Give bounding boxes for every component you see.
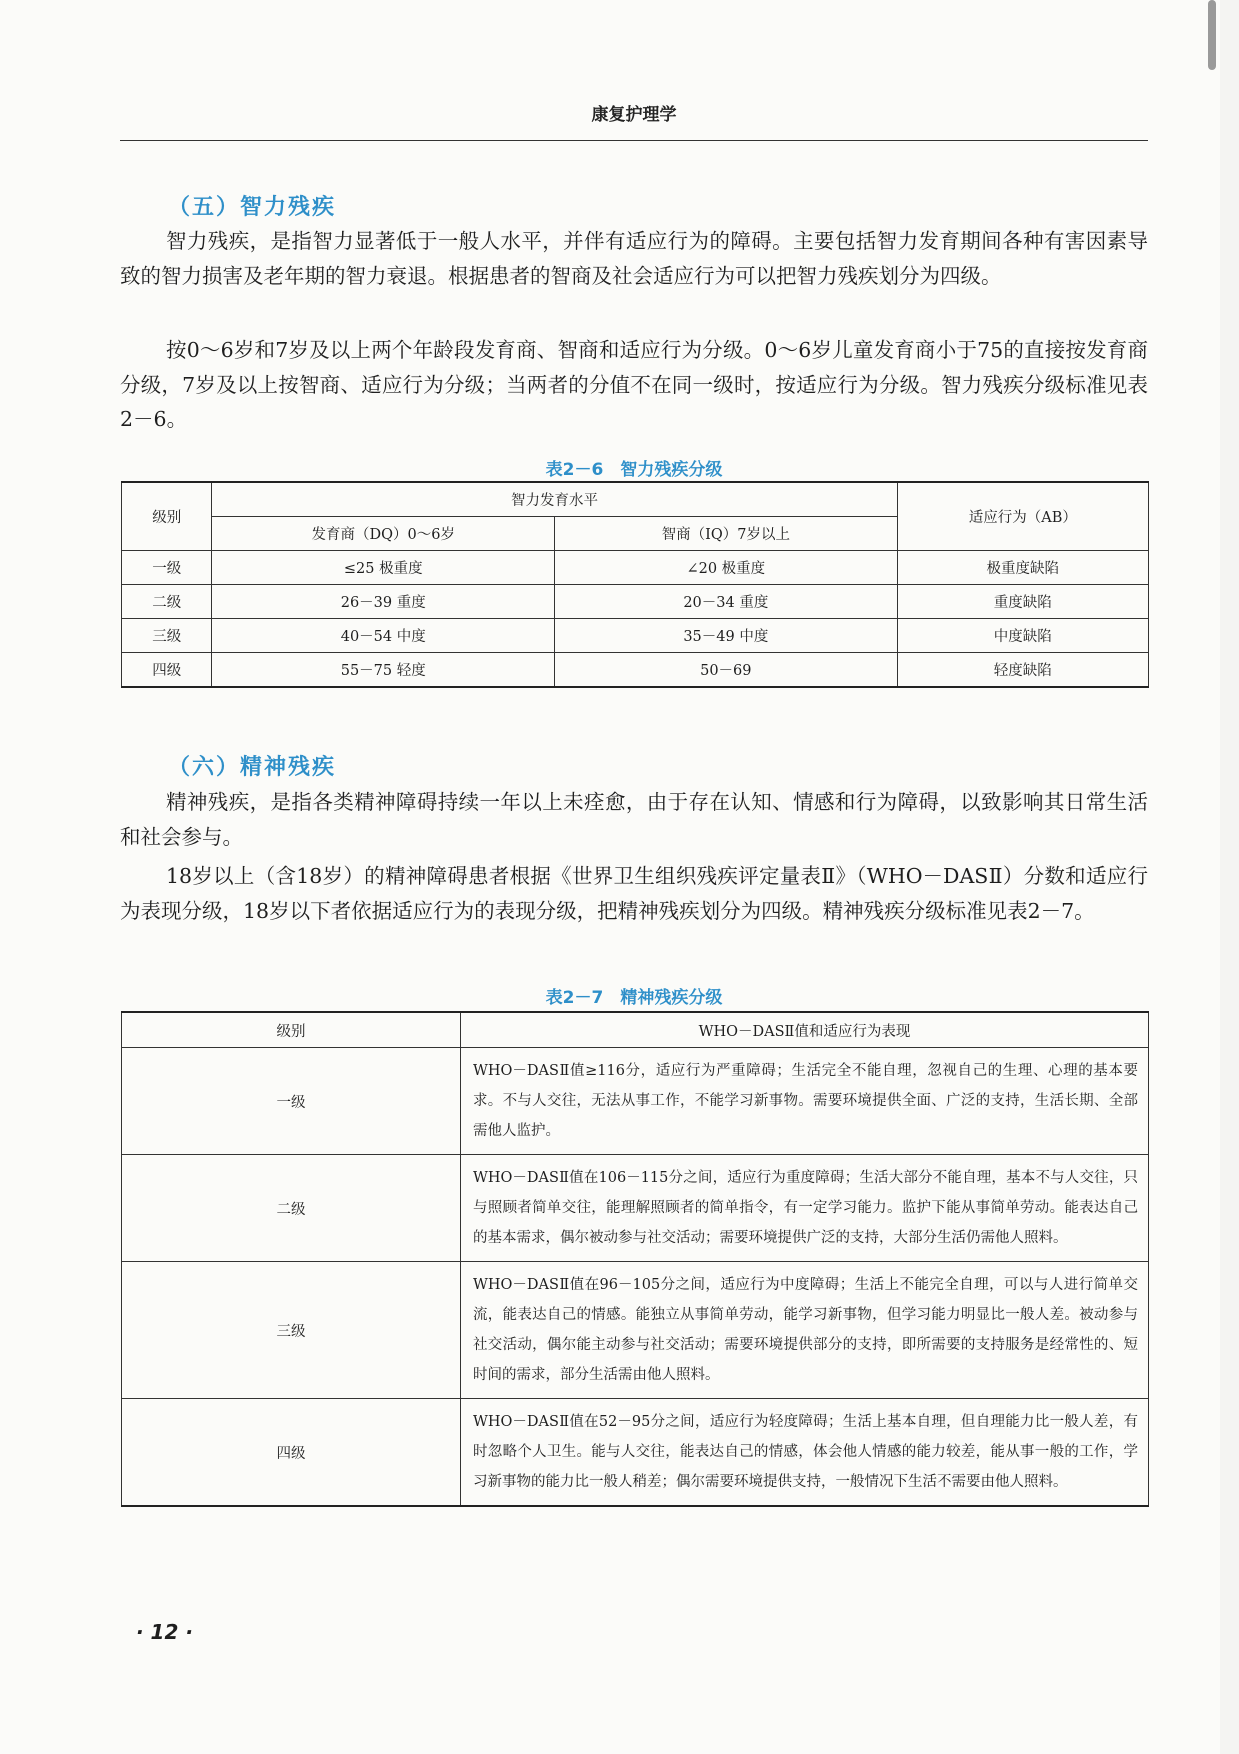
cell-dq: ≤25 极重度 (212, 551, 555, 585)
section-title-intellectual: （五）智力残疾 (168, 195, 337, 220)
table-row (122, 1262, 1149, 1399)
cell-iq: ∠20 极重度 (555, 551, 898, 585)
cell-iq: 35－49 中度 (555, 619, 898, 653)
header-description: WHO－DASⅡ值和适应行为表现 (461, 1012, 1149, 1048)
table-row (122, 619, 1149, 653)
paragraph: 按0～6岁和7岁及以上两个年龄段发育商、智商和适应行为分级。0～6岁儿童发育商小于75的直接按发育商分级，7岁及以上按智商、适应行为分级；当两者的分值不在同一级时，按适应行为分级。智力残疾分级标准见表2－6。 (120, 338, 1148, 431)
header-adaptive-behavior: 适应行为（AB） (897, 482, 1148, 551)
cell-dq: 55－75 轻度 (212, 653, 555, 688)
header-development-level: 智力发育水平 (212, 482, 897, 517)
header-level: 级别 (122, 1012, 461, 1048)
mental-disability-table (121, 1011, 1149, 1507)
running-head: 康复护理学 (591, 105, 677, 125)
paragraph: 18岁以上（含18岁）的精神障碍患者根据《世界卫生组织残疾评定量表Ⅱ》（WHO－DASⅡ）分数和适应行为表现分级，18岁以下者依据适应行为的表现分级，把精神残疾划分为四级。精神残疾分级标准见表2－7。 (120, 864, 1148, 923)
page-number: · 12 · (136, 1620, 193, 1644)
cell-level: 一级 (122, 551, 212, 585)
cell-description: WHO－DASⅡ值在52－95分之间，适应行为轻度障碍；生活上基本自理，但自理能力比一般人差，有时忽略个人卫生。能与人交往，能表达自己的情感，体会他人情感的能力较差，能从事一般的工作，学习新事物的能力比一般人稍差；偶尔需要环境提供支持，一般情况下生活不需要由他人照料。 (461, 1399, 1149, 1507)
table-row (122, 1399, 1149, 1507)
cell-dq: 40－54 中度 (212, 619, 555, 653)
table-row (122, 585, 1149, 619)
table-row (122, 653, 1149, 688)
table-caption: 表2－7 精神残疾分级 (545, 988, 723, 1008)
paragraph: 精神残疾，是指各类精神障碍持续一年以上未痊愈，由于存在认知、情感和行为障碍，以致影响其日常生活和社会参与。 (120, 790, 1148, 849)
cell-iq: 50－69 (555, 653, 898, 688)
table-row (122, 1048, 1149, 1155)
cell-level: 四级 (122, 653, 212, 688)
scrollbar[interactable] (1208, 0, 1216, 70)
cell-ab: 重度缺陷 (897, 585, 1148, 619)
cell-level: 一级 (122, 1048, 461, 1155)
cell-dq: 26－39 重度 (212, 585, 555, 619)
cell-ab: 极重度缺陷 (897, 551, 1148, 585)
table-row (122, 1155, 1149, 1262)
cell-level: 四级 (122, 1399, 461, 1507)
intellectual-disability-table (121, 481, 1149, 688)
header-dq: 发育商（DQ）0～6岁 (212, 517, 555, 551)
header-level: 级别 (122, 482, 212, 551)
cell-ab: 中度缺陷 (897, 619, 1148, 653)
header-rule (120, 140, 1148, 141)
paragraph: 智力残疾，是指智力显著低于一般人水平，并伴有适应行为的障碍。主要包括智力发育期间各种有害因素导致的智力损害及老年期的智力衰退。根据患者的智商及社会适应行为可以把智力残疾划分为四级。 (120, 229, 1148, 288)
section-title-mental: （六）精神残疾 (168, 755, 337, 780)
cell-iq: 20－34 重度 (555, 585, 898, 619)
cell-level: 二级 (122, 1155, 461, 1262)
cell-description: WHO－DASⅡ值在106－115分之间，适应行为重度障碍；生活大部分不能自理，基本不与人交往，只与照顾者简单交往，能理解照顾者的简单指令，有一定学习能力。监护下能从事简单劳动。能表达自己的基本需求，偶尔被动参与社交活动；需要环境提供广泛的支持，大部分生活仍需他人照料。 (461, 1155, 1149, 1262)
table-caption: 表2－6 智力残疾分级 (545, 460, 723, 480)
cell-level: 二级 (122, 585, 212, 619)
cell-description: WHO－DASⅡ值≥116分，适应行为严重障碍；生活完全不能自理，忽视自己的生理、心理的基本要求。不与人交往，无法从事工作，不能学习新事物。需要环境提供全面、广泛的支持，生活长期、全部需他人监护。 (461, 1048, 1149, 1155)
header-iq: 智商（IQ）7岁以上 (555, 517, 898, 551)
cell-level: 三级 (122, 1262, 461, 1399)
cell-ab: 轻度缺陷 (897, 653, 1148, 688)
cell-level: 三级 (122, 619, 212, 653)
cell-description: WHO－DASⅡ值在96－105分之间，适应行为中度障碍；生活上不能完全自理，可以与人进行简单交流，能表达自己的情感。能独立从事简单劳动，能学习新事物，但学习能力明显比一般人差。被动参与社交活动，偶尔能主动参与社交活动；需要环境提供部分的支持，即所需要的支持服务是经常性的、短时间的需求，部分生活需由他人照料。 (461, 1262, 1149, 1399)
table-row (122, 551, 1149, 585)
